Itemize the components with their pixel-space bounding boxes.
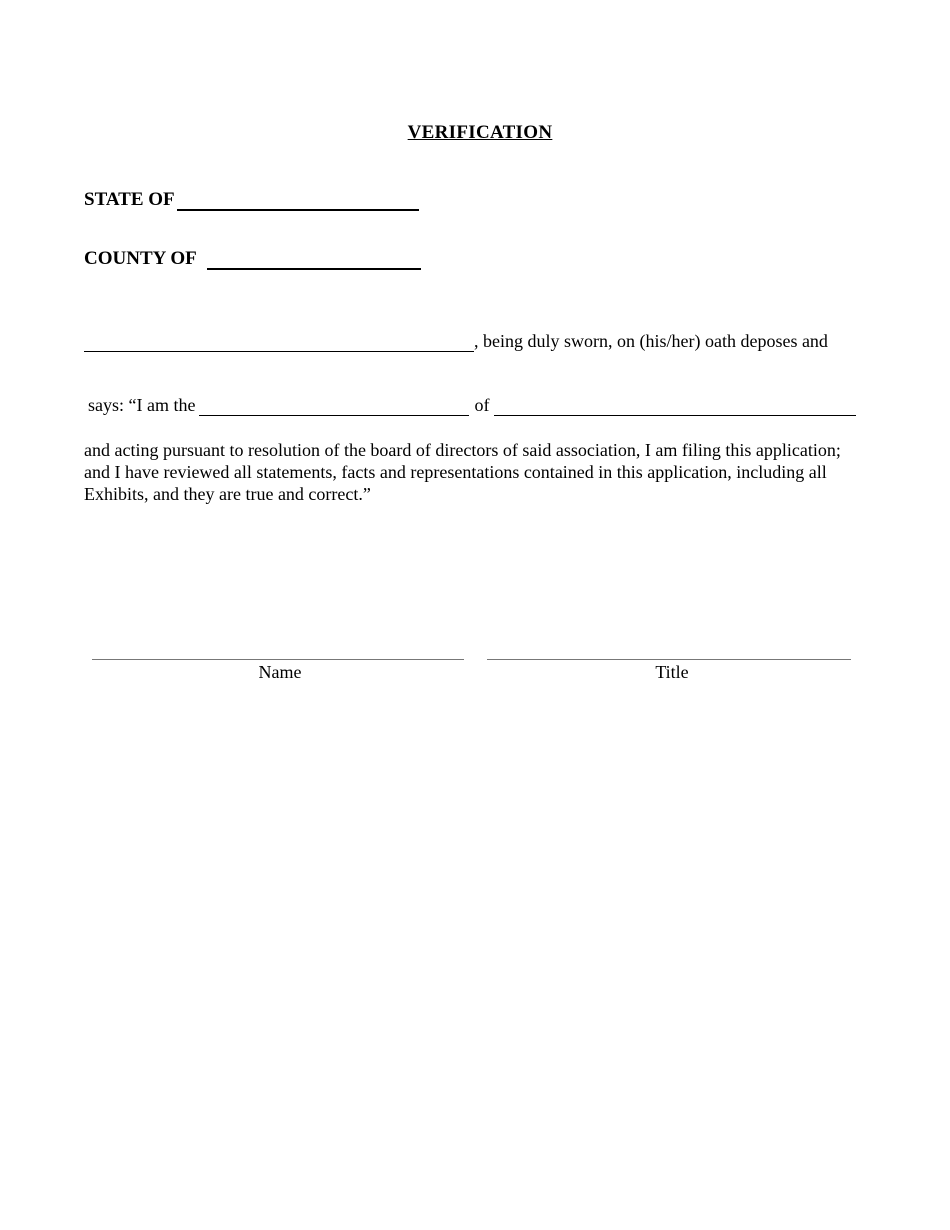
state-label: STATE OF xyxy=(84,189,175,210)
association-blank-field[interactable] xyxy=(494,399,856,416)
verification-paragraph: and acting pursuant to resolution of the board of directors of said association, I am filing this application; and I have reviewed all statements, facts and representations contained in this application, including all Exhibits, and they are true and correct.” xyxy=(84,440,841,504)
county-blank-field[interactable] xyxy=(207,250,421,270)
says-of: of xyxy=(474,395,490,415)
state-blank-field[interactable] xyxy=(177,191,419,211)
title-signature-line[interactable] xyxy=(487,659,851,660)
position-blank-field[interactable] xyxy=(199,399,469,416)
title-label: Title xyxy=(655,662,689,682)
affiant-row xyxy=(84,331,828,352)
state-row xyxy=(84,189,419,211)
page-title: VERIFICATION xyxy=(407,122,553,143)
says-row xyxy=(88,395,856,416)
sworn-text: , being duly sworn, on (his/her) oath deposes and xyxy=(474,331,828,351)
county-label: COUNTY OF xyxy=(84,248,197,269)
affiant-name-blank-field[interactable] xyxy=(84,335,474,352)
name-label: Name xyxy=(258,662,302,682)
says-prefix: says: “I am the xyxy=(88,395,196,415)
name-signature-line[interactable] xyxy=(92,659,464,660)
county-row xyxy=(84,248,421,270)
